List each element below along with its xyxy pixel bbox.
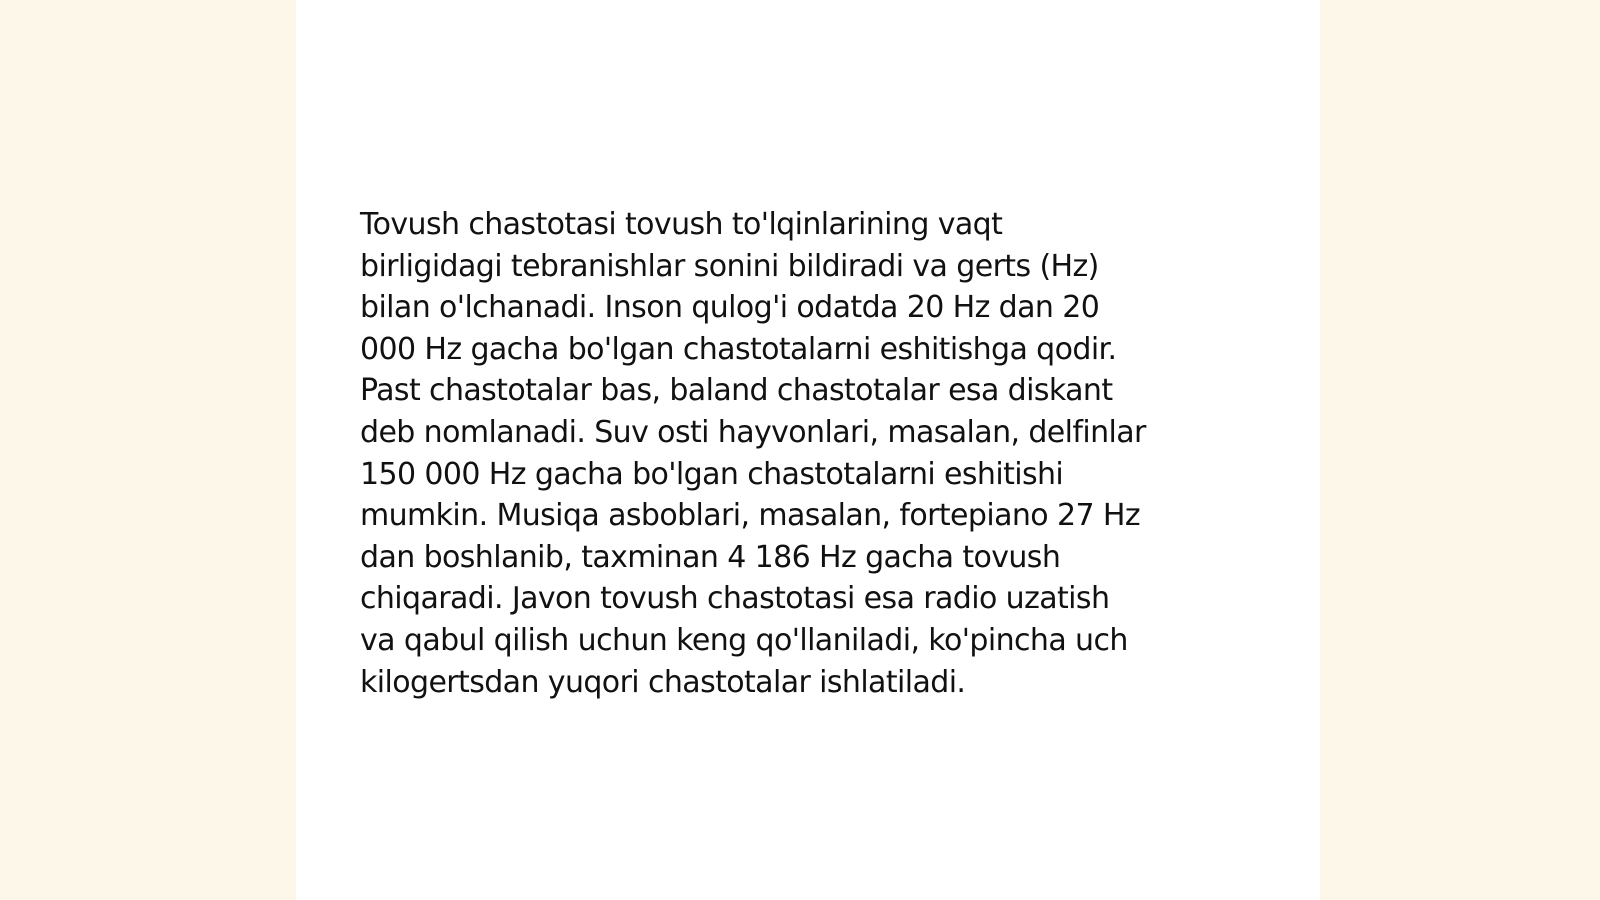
body-paragraph: Tovush chastotasi tovush to'lqinlarining vaqt birligidagi tebranishlar sonini bildiradi va gerts (Hz) bilan o'lchanadi. Inson qulog'i odatda 20 Hz dan 20 000 Hz gacha bo'lgan chastotalarni eshitishga qodir. Past chastotalar bas, baland chastotalar esa diskant deb nomlanadi. Suv osti hayvonlari, masalan, delfinlar 150 000 Hz gacha bo'lgan chastotalarni eshitishi mumkin. Musiqa asboblari, masalan, fortepiano 27 Hz dan boshlanib, taxminan 4 186 Hz gacha tovush chiqaradi. Javon tovush chastotasi esa radio uzatish va qabul qilish uchun keng qo'llaniladi, ko'pincha uch kilogertsdan yuqori chastotalar ishlatiladi. <box>360 207 1146 700</box>
document-page <box>296 0 1320 900</box>
